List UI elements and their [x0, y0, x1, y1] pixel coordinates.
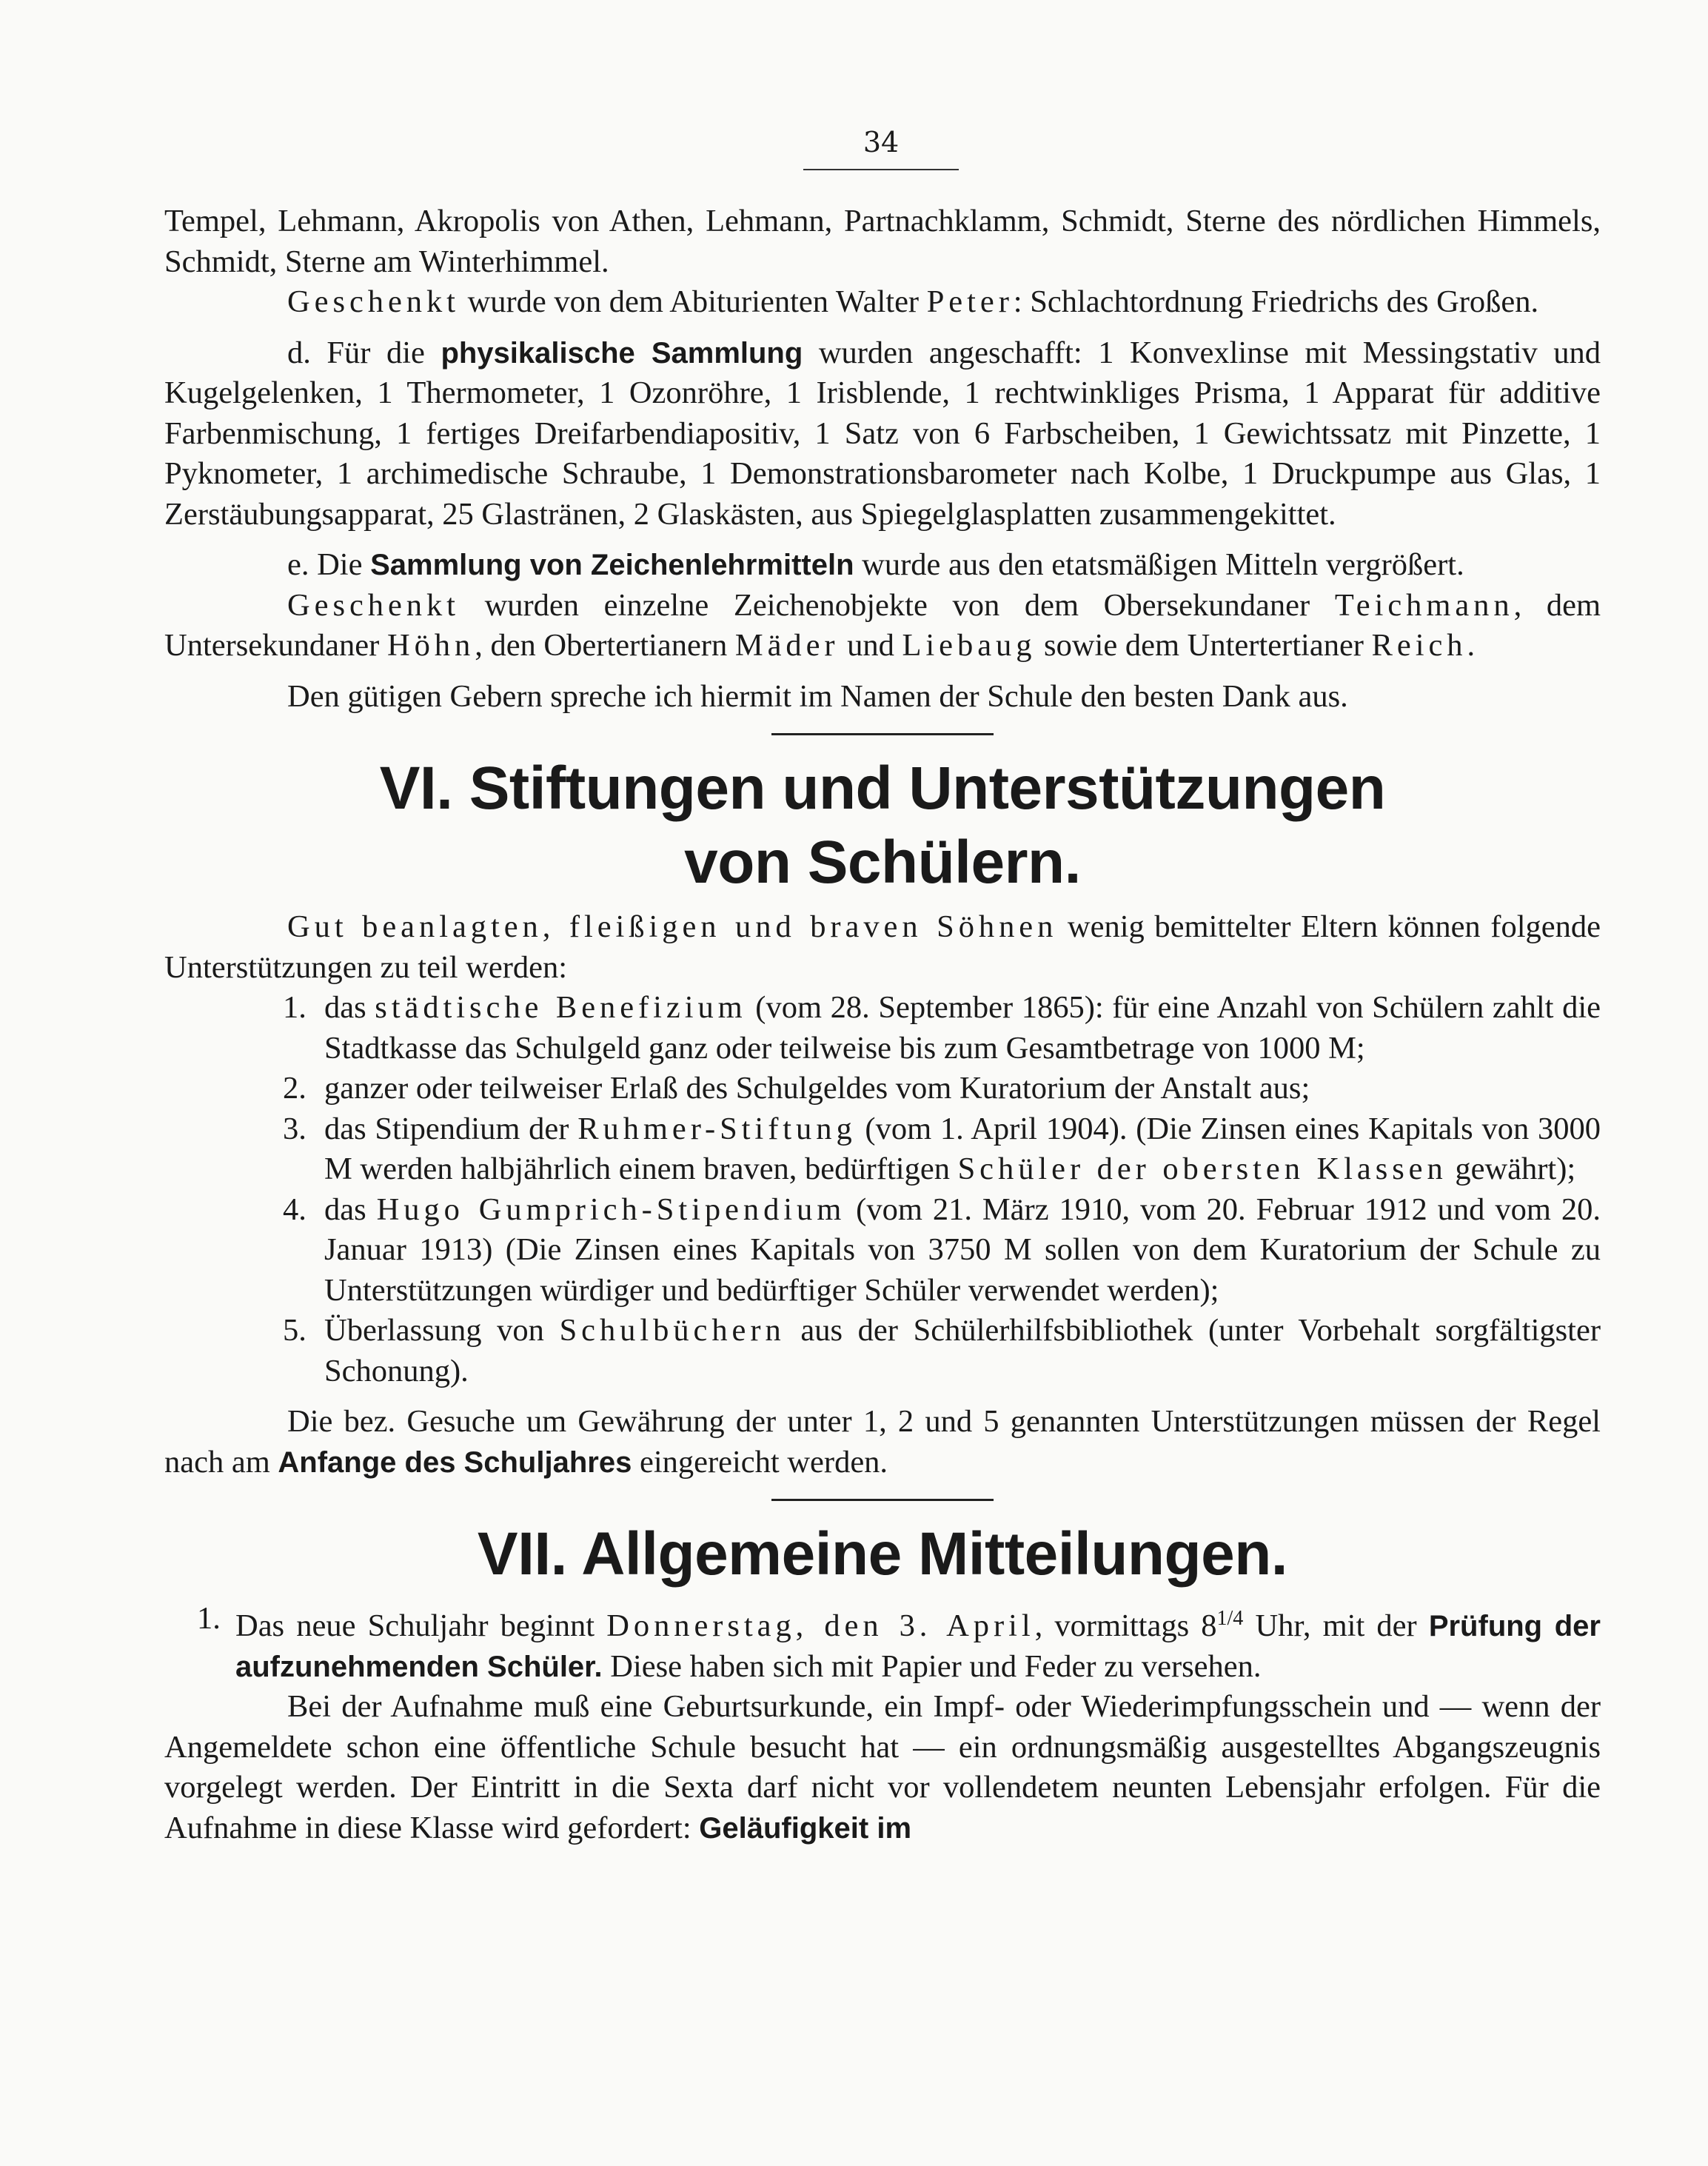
- list-emphasis: Schüler der obersten Klassen: [957, 1151, 1447, 1186]
- section-d-prefix: d. Für die: [287, 335, 441, 370]
- heading-section-vi: [164, 752, 1601, 900]
- list-item: [164, 1190, 1601, 1311]
- page-body: [164, 201, 1601, 1848]
- list-text: , vormittags 8: [1034, 1608, 1217, 1644]
- gift-e-lead: Geschenkt: [287, 587, 460, 623]
- gift-e-name-liebaug: Liebaug: [902, 628, 1036, 663]
- opening-text: Tempel, Lehmann, Akropolis von Athen, Lehmann, Partnachklamm, Schmidt, Sterne des nördlichen Himmels, Schmidt, Sterne am Winterhimmel.: [164, 204, 1601, 279]
- list-item: [164, 988, 1601, 1069]
- list-text: Überlassung von: [324, 1313, 560, 1348]
- list-number: 1.: [283, 990, 307, 1025]
- list-text: (vom 1. April 1904). (Die Zinsen eines Kapitals von 3000 M werden halbjährlich einem braven, bedürftigen: [324, 1111, 1601, 1186]
- section-e-title: Sammlung von Zeichenlehrmitteln: [370, 549, 854, 581]
- vi-closing-text: Die bez. Gesuche um Gewährung der unter 1, 2 und 5 genannten Unterstützungen müssen der Regel nach am: [164, 1404, 1601, 1480]
- gift-e-text: , dem Untersekundaner: [164, 587, 1601, 663]
- paragraph-thanks: [164, 677, 1601, 718]
- list-text: aus der Schülerhilfsbibliothek (unter Vorbehalt sorgfältigster Schonung).: [324, 1313, 1601, 1388]
- admission-text: Bei der Aufnahme muß eine Geburtsurkunde, ein Impf- oder Wiederimpfungsschein und — wenn der Angemeldete schon eine öffentliche Schule besucht hat — ein ordnungsmäßig ausgestelltes Abgangszeugnis vorgelegt werden. Der Eintritt in die Sexta darf nicht vor vollendetem neunten Lebensjahr erfolgen. Für die Aufnahme in diese Klasse wird gefordert:: [164, 1689, 1601, 1845]
- list-emphasis: Ruhmer-Stiftung: [577, 1111, 857, 1146]
- section-divider: [771, 733, 994, 735]
- gift-e-text: wurden einzelne Zeichenobjekte von dem Obersekundaner: [459, 587, 1335, 623]
- gift-e-name-maeder: Mäder: [734, 628, 840, 663]
- list-text: Uhr, mit der: [1243, 1608, 1429, 1644]
- section-divider: [771, 1499, 994, 1501]
- list-item: [164, 1311, 1601, 1391]
- paragraph-opening: [164, 201, 1601, 282]
- paragraph-admission: [164, 1687, 1601, 1848]
- list-number: 1.: [197, 1601, 221, 1636]
- list-emphasis: Hugo Gumprich-Stipendium: [376, 1191, 846, 1227]
- list-text: das: [324, 990, 375, 1025]
- list-text: Diese haben sich mit Papier und Feder zu versehen.: [602, 1648, 1262, 1684]
- list-item: [164, 1069, 1601, 1109]
- list-emphasis: Prüfung der aufzunehmenden Schüler.: [235, 1610, 1601, 1683]
- heading-vi-line1: VI. Stiftungen und Unterstützungen: [379, 755, 1386, 822]
- time-fraction: 1/4: [1216, 1607, 1244, 1630]
- gift-e-name-reich: Reich: [1371, 628, 1467, 663]
- heading-vi-line2: von Schülern.: [684, 829, 1081, 896]
- vi-intro-lead: Gut beanlagten, fleißigen und braven Söhnen: [287, 909, 1058, 944]
- gift-c-name: Peter: [926, 284, 1014, 319]
- vi-closing-rest: eingereicht werden.: [632, 1444, 888, 1480]
- gift-c-lead: Geschenkt: [287, 284, 460, 319]
- paragraph-vi-intro: [164, 907, 1601, 988]
- section-e-text: wurde aus den etatsmäßigen Mitteln vergrößert.: [854, 547, 1464, 582]
- section-e-prefix: e. Die: [287, 547, 371, 582]
- paragraph-gift-c: [164, 282, 1601, 323]
- paragraph-section-e: [164, 545, 1601, 586]
- list-number: 3.: [283, 1111, 307, 1146]
- paragraph-vi-closing: [164, 1402, 1601, 1483]
- gift-e-name-teichmann: Teichmann: [1334, 587, 1514, 623]
- thanks-text: Den gütigen Gebern spreche ich hiermit im Namen der Schule den besten Dank aus.: [287, 678, 1348, 714]
- list-text: (vom 28. September 1865): für eine Anzahl von Schülern zahlt die Stadtkasse das Schulgeld ganz oder teilweise bis zum Gesamtbetrage von 1000 M;: [324, 990, 1601, 1066]
- heading-vii-text: VII. Allgemeine Mitteilungen.: [477, 1520, 1288, 1588]
- list-text: gewährt);: [1447, 1151, 1576, 1186]
- gift-e-text: .: [1467, 628, 1476, 663]
- list-text: das Stipendium der: [324, 1111, 578, 1146]
- list-emphasis: Donnerstag, den 3. April: [606, 1608, 1035, 1644]
- paragraph-gift-e: [164, 586, 1601, 666]
- admission-emphasis: Geläufigkeit im: [699, 1811, 912, 1845]
- paragraph-section-d: [164, 333, 1601, 535]
- list-number: 4.: [283, 1191, 307, 1227]
- gift-e-text: sowie dem Untertertianer: [1036, 628, 1372, 663]
- list-text: das: [324, 1191, 377, 1227]
- gift-e-text: , den Obertertianern: [475, 628, 735, 663]
- section-d-text: wurden angeschafft: 1 Konvexlinse mit Messingstativ und Kugelgelenken, 1 Thermometer, 1 Ozonröhre, 1 Irisblende, 1 rechtwinkliges Prisma, 1 Apparat für additive Farbenmischung, 1 fertiges Dreifarbendiapositiv, 1 Satz von 6 Farbscheiben, 1 Gewichtssatz mit Pinzette, 1 Pyknometer, 1 archimedische Schraube, 1 Demonstrationsbarometer nach Kolbe, 1 Druckpumpe aus Glas, 1 Zerstäubungsapparat, 25 Glastränen, 2 Glaskästen, aus Spiegelglasplatten zusammengekittet.: [164, 335, 1601, 532]
- page-number: 34: [863, 126, 900, 158]
- list-emphasis: städtische Benefizium: [375, 990, 747, 1025]
- page-number-rule: [803, 169, 959, 170]
- gift-e-text: und: [839, 628, 902, 663]
- gift-e-name-hoehn: Höhn: [386, 628, 475, 663]
- list-emphasis: Schulbüchern: [559, 1313, 786, 1348]
- heading-section-vii: [164, 1517, 1601, 1591]
- section-d-title: physikalische Sammlung: [441, 336, 803, 370]
- gift-c-rest: : Schlachtordnung Friedrichs des Großen.: [1013, 284, 1539, 319]
- list-number: 5.: [283, 1313, 307, 1348]
- list-item: [164, 1109, 1601, 1190]
- list-text: Das neue Schuljahr beginnt: [235, 1608, 607, 1644]
- list-text: ganzer oder teilweiser Erlaß des Schulgeldes vom Kuratorium der Anstalt aus;: [324, 1071, 1310, 1106]
- list-item: [164, 1599, 1601, 1687]
- list-number: 2.: [283, 1071, 307, 1106]
- support-list: [164, 988, 1601, 1391]
- vi-closing-emphasis: Anfange des Schuljahres: [278, 1445, 632, 1479]
- vi-intro-text: wenig bemittelter Eltern können folgende Unterstützungen zu teil werden:: [164, 909, 1601, 985]
- list-text: (vom 21. März 1910, vom 20. Februar 1912 und vom 20. Januar 1913) (Die Zinsen eines Kapitals von 3750 M sollen von dem Kuratorium der Schule zu Unterstützungen würdiger und bedürftiger Schüler verwendet werden);: [324, 1191, 1601, 1308]
- gift-c-text: wurde von dem Abiturienten Walter: [459, 284, 927, 319]
